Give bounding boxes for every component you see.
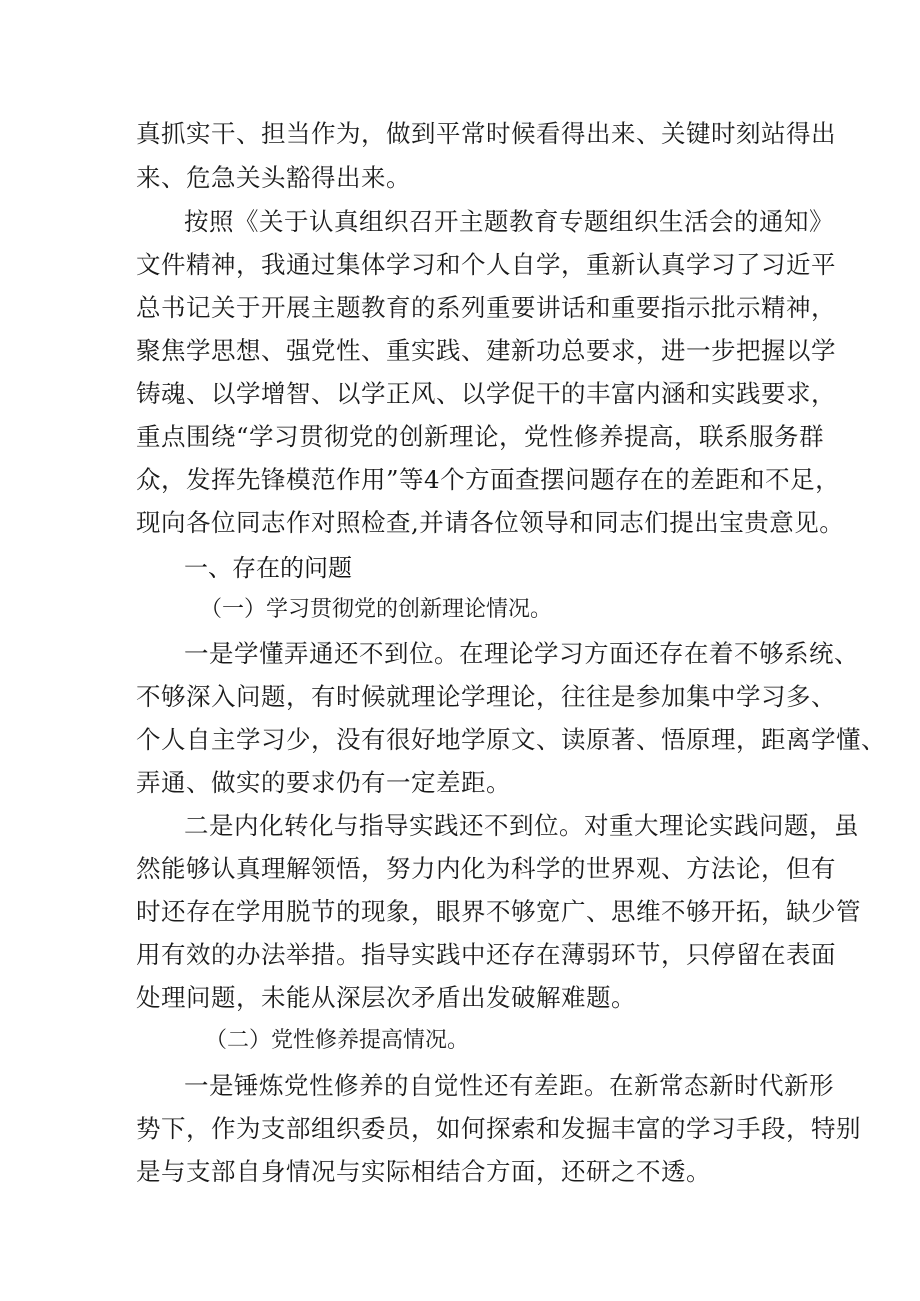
- paragraph-line: 时还存在学用脱节的现象，眼界不够宽广、思维不够开拓，缺少管: [136, 897, 861, 926]
- paragraph-line: 聚焦学思想、强党性、重实践、建新功总要求，进一步把握以学: [136, 336, 836, 365]
- paragraph-line: 重点围绕“学习贯彻党的创新理论，党性修养提高，联系服务群: [136, 422, 825, 451]
- paragraph-line: 是与支部自身情况与实际相结合方面，还研之不透。: [136, 1157, 711, 1186]
- section-heading: 一、存在的问题: [184, 554, 352, 582]
- paragraph-line: 按照《关于认真组织召开主题教育专题组织生活会的通知》: [184, 207, 834, 236]
- paragraph-line: 一是学懂弄通还不到位。在理论学习方面还存在着不够系统、: [184, 639, 859, 668]
- paragraph-line: 处理问题，未能从深层次矛盾出发破解难题。: [136, 983, 636, 1012]
- paragraph-line: 铸魂、以学增智、以学正风、以学促干的丰富内涵和实践要求，: [136, 379, 836, 408]
- paragraph-line: 文件精神，我通过集体学习和个人自学，重新认真学习了习近平: [136, 250, 836, 279]
- paragraph-line: 势下，作为支部组织委员，如何探索和发掘丰富的学习手段，特别: [136, 1114, 861, 1143]
- paragraph-line: 弄通、做实的要求仍有一定差距。: [136, 768, 511, 797]
- subsection-heading: （一）学习贯彻党的创新理论情况。: [200, 597, 553, 622]
- paragraph-line: 个人自主学习少，没有很好地学原文、读原著、悟原理，距离学懂、: [136, 725, 886, 754]
- paragraph-line: 一是锤炼党性修养的自觉性还有差距。在新常态新时代新形: [184, 1071, 834, 1100]
- paragraph-line: 真抓实干、担当作为，做到平常时候看得出来、关键时刻站得出: [136, 119, 836, 148]
- subsection-heading: （二）党性修养提高情况。: [205, 1028, 470, 1053]
- paragraph-line: 总书记关于开展主题教育的系列重要讲话和重要指示批示精神，: [136, 293, 836, 322]
- paragraph-line: 用有效的办法举措。指导实践中还存在薄弱环节，只停留在表面: [136, 940, 836, 969]
- paragraph-line: 二是内化转化与指导实践还不到位。对重大理论实践问题，虽: [184, 811, 859, 840]
- paragraph-line: 不够深入问题，有时候就理论学理论，往往是参加集中学习多、: [136, 682, 836, 711]
- paragraph-line: 众，发挥先锋模范作用”等4个方面查摆问题存在的差距和不足，: [136, 465, 841, 494]
- paragraph-line: 现向各位同志作对照检查,并请各位领导和同志们提出宝贵意见。: [136, 508, 845, 537]
- paragraph-line: 然能够认真理解领悟，努力内化为科学的世界观、方法论，但有: [136, 854, 836, 883]
- paragraph-line: 来、危急关头豁得出来。: [136, 163, 411, 192]
